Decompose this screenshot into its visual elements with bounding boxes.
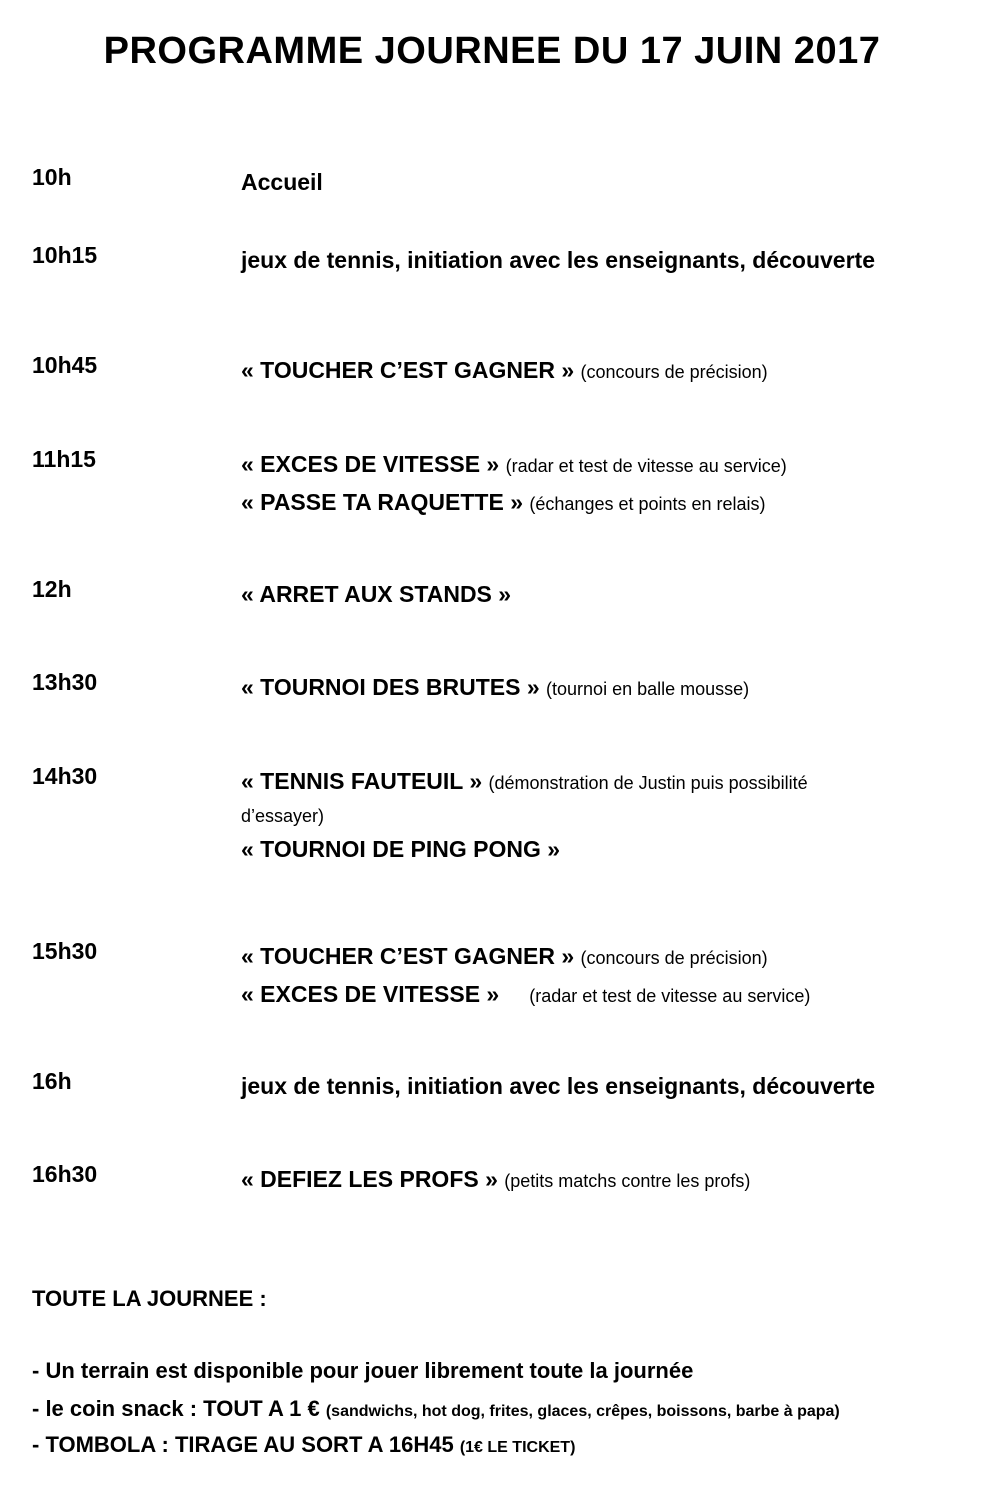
all-day-item	[32, 1358, 972, 1384]
schedule-time: 10h	[32, 164, 72, 190]
activity-note: (démonstration de Justin puis possibilité	[488, 773, 808, 793]
schedule-time: 11h15	[32, 446, 96, 472]
activity-title: « TENNIS FAUTEUIL »	[241, 768, 483, 794]
activity-title: « ARRET AUX STANDS »	[241, 581, 512, 607]
all-day-item-text: - TOMBOLA : TIRAGE AU SORT A 16H45	[32, 1432, 454, 1457]
activity-title: « EXCES DE VITESSE »	[241, 981, 500, 1007]
activity-note: (petits matchs contre les profs)	[504, 1171, 751, 1191]
activity-title: jeux de tennis, initiation avec les enseignants, découverte	[241, 247, 875, 273]
activity-note: (concours de précision)	[580, 948, 768, 968]
all-day-item	[32, 1396, 972, 1422]
activity-title: « TOUCHER C’EST GAGNER »	[241, 357, 575, 383]
activity-note: (échanges et points en relais)	[529, 494, 766, 514]
schedule-time: 16h	[32, 1068, 72, 1094]
activity-title: « PASSE TA RAQUETTE »	[241, 489, 524, 515]
schedule-time: 13h30	[32, 669, 98, 695]
all-day-item-detail: (sandwichs, hot dog, frites, glaces, crêpes, boissons, barbe à papa)	[325, 1403, 840, 1420]
all-day-item-text: - le coin snack : TOUT A 1 €	[32, 1396, 320, 1421]
activity-title: « TOURNOI DES BRUTES »	[241, 674, 540, 700]
schedule-time: 15h30	[32, 938, 98, 964]
schedule-time: 14h30	[32, 763, 98, 789]
activity-title: « EXCES DE VITESSE »	[241, 451, 500, 477]
all-day-item	[32, 1432, 972, 1458]
activity-note: d’essayer)	[241, 806, 325, 826]
activity-note: (concours de précision)	[580, 362, 768, 382]
schedule-time: 16h30	[32, 1161, 98, 1187]
schedule-time: 10h45	[32, 352, 98, 378]
activity-title: jeux de tennis, initiation avec les enseignants, découverte	[241, 1073, 875, 1099]
activity-title: « TOURNOI DE PING PONG »	[241, 836, 561, 862]
all-day-item-detail: (1€ LE TICKET)	[459, 1439, 576, 1456]
activity-note: (radar et test de vitesse au service)	[529, 986, 811, 1006]
activity-note: (tournoi en balle mousse)	[546, 679, 750, 699]
activity-note: (radar et test de vitesse au service)	[505, 456, 787, 476]
all-day-heading: TOUTE LA JOURNEE :	[32, 1286, 267, 1311]
activity-title: « TOUCHER C’EST GAGNER »	[241, 943, 575, 969]
all-day-item-text: - Un terrain est disponible pour jouer librement toute la journée	[32, 1358, 694, 1383]
activity-title: « DEFIEZ LES PROFS »	[241, 1166, 498, 1192]
schedule-time: 10h15	[32, 242, 98, 268]
page-title: PROGRAMME JOURNEE DU 17 JUIN 2017	[103, 30, 881, 72]
activity-title: Accueil	[241, 169, 323, 195]
schedule-time: 12h	[32, 576, 72, 602]
